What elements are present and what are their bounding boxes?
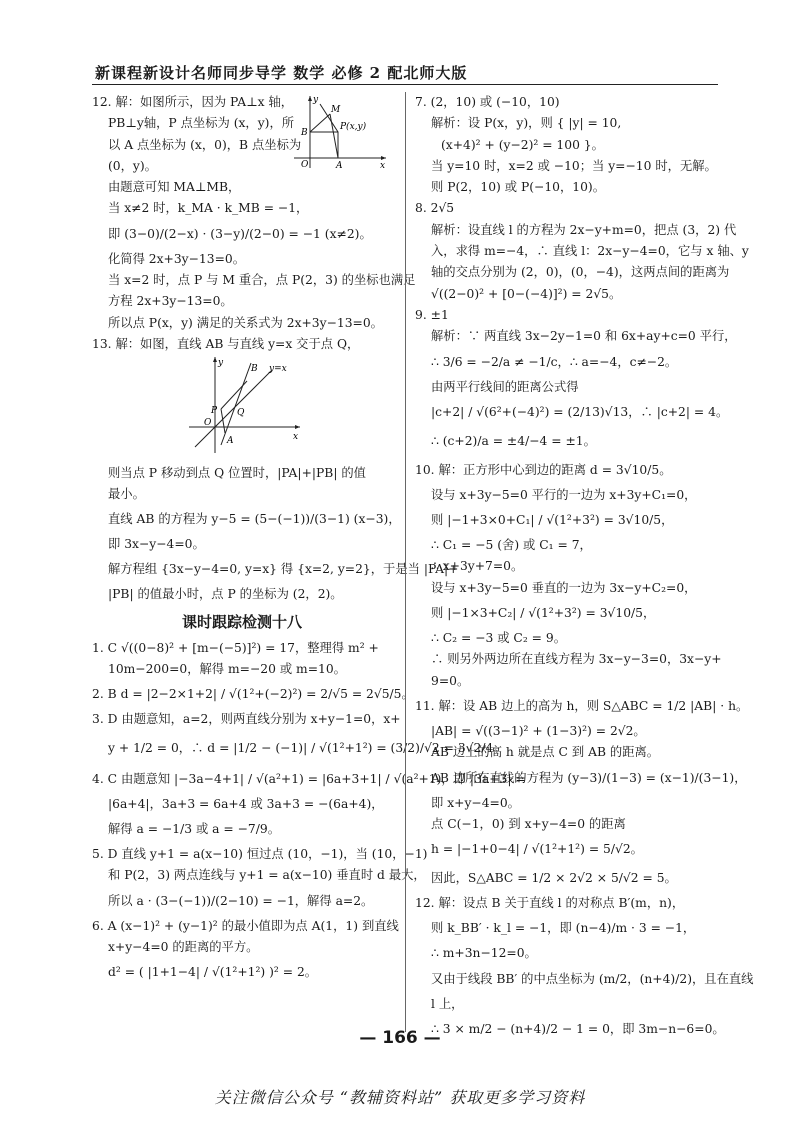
label-p: P [211, 406, 218, 417]
answer-line: h = |−1+0−4| / √(1²+1²) = 5/√2。 [431, 842, 643, 857]
column-divider [405, 92, 406, 1032]
label-m: M [331, 105, 341, 115]
answer-line: ∴ 3 × m/2 − (n+4)/2 − 1 = 0，即 3m−n−6=0。 [431, 1022, 725, 1037]
answer-line: 4. C 由题意知 |−3a−4+1| / √(a²+1) = |6a+3+1| / √(a²+1)，即 |3a+3| = [92, 771, 526, 786]
answer-line: y + 1/2 = 0，∴ d = |1/2 − (−1)| / √(1²+1²) = (3/2)/√2 = 3√2/4。 [108, 740, 506, 755]
answer-line: 又由于线段 BB′ 的中点坐标为 (m/2，(n+4)/2)，且在直线 [431, 971, 754, 986]
text-line: |PB| 的值最小时，点 P 的坐标为 (2，2)。 [108, 587, 343, 602]
answer-line: |6a+4|，3a+3 = 6a+4 或 3a+3 = −(6a+4)， [108, 796, 384, 811]
answer-line: 7. (2，10) 或 (−10，10) [415, 95, 560, 109]
answer-line: 即 x+y−4=0。 [431, 795, 520, 810]
answer-line: 2. B d = |2−2×1+2| / √(1²+(−2)²) = 2/√5 = 2√5/5。 [92, 687, 414, 702]
answer-line: AB 边所在直线的方程为 (y−3)/(1−3) = (x−1)/(3−1)， [431, 770, 747, 785]
text-line: 解方程组 {3x−y−4=0, y=x} 得 {x=2, y=2}，于是当 |PA|+ [108, 562, 459, 577]
text-line: 直线 AB 的方程为 y−5 = (5−(−1))/(3−1) (x−3)， [108, 512, 401, 527]
answer-line: 解析：设 P(x，y)，则 { |y| = 10, [431, 116, 622, 131]
right-column [415, 92, 754, 1044]
label-o: O [204, 418, 212, 429]
text-line: 最小。 [108, 486, 145, 501]
text-line: 由题意可知 MA⊥MB， [108, 180, 241, 195]
label-y-equals-x: y=x [269, 364, 287, 375]
text-line: 化简得 2x+3y−13=0。 [108, 251, 246, 266]
answer-line: 则 P(2，10) 或 P(−10，10)。 [431, 180, 606, 195]
answer-line: 解得 a = −1/3 或 a = −7/9。 [108, 821, 281, 836]
answer-line: 9. ±1 [415, 307, 449, 322]
answer-line: d² = ( |1+1−4| / √(1²+1²) )² = 2。 [108, 965, 318, 980]
answer-line: 9=0。 [431, 673, 470, 688]
answer-line: 3. D 由题意知，a=2，则两直线分别为 x+y−1=0，x+ [92, 712, 401, 727]
answer-line: 10m−200=0，解得 m=−20 或 m=10。 [108, 662, 346, 677]
answer-line: x+y−4=0 的距离的平方。 [108, 939, 259, 954]
answer-line: 当 y=10 时，x=2 或 −10；当 y=−10 时，无解。 [431, 158, 717, 173]
page-header: 新课程新设计名师同步导学 数学 必修 2 配北师大版 [95, 64, 468, 82]
answer-line: l 上， [431, 996, 464, 1011]
answer-line: 则 |−1+3×0+C₁| / √(1²+3²) = 3√10/5， [431, 513, 674, 528]
answer-line: 5. D 直线 y+1 = a(x−10) 恒过点 (10，−1)，当 (10，−1) [92, 846, 428, 861]
label-q: Q [237, 408, 245, 419]
answer-line: ∴ (c+2)/a = ±4/−4 = ±1。 [431, 433, 596, 448]
answer-line: 设与 x+3y−5=0 平行的一边为 x+3y+C₁=0， [431, 487, 697, 502]
answer-line: 11. 解：设 AB 边上的高为 h，则 S△ABC = 1/2 |AB| · h。 [415, 698, 749, 713]
answer-line: 由两平行线间的距离公式得 [431, 379, 579, 394]
label-a: A [227, 436, 234, 447]
answer-line: ∴ x+3y+7=0。 [431, 559, 524, 574]
text-line: 即 (3−0)/(2−x) · (3−y)/(2−0) = −1 (x≠2)。 [108, 226, 372, 241]
answer-line: 因此，S△ABC = 1/2 × 2√2 × 5/√2 = 5。 [431, 871, 677, 886]
label-p: P(x,y) [340, 122, 367, 132]
answer-line: 设与 x+3y−5=0 垂直的一边为 3x−y+C₂=0， [431, 580, 697, 595]
answer-line: AB 边上的高 h 就是点 C 到 AB 的距离。 [431, 745, 660, 760]
label-y: y [313, 95, 319, 105]
text-line: PB⊥y轴，P 点坐标为 (x，y)，所 [108, 116, 295, 131]
answer-line: 6. A (x−1)² + (y−1)² 的最小值即为点 A(1，1) 到直线 [92, 918, 399, 933]
label-y: y [218, 358, 224, 369]
answer-line: |c+2| / √(6²+(−4)²) = (2/13)√13，∴ |c+2| = 4。 [431, 404, 729, 419]
text-line: 以 A 点坐标为 (x，0)，B 点坐标为 [108, 137, 302, 152]
problem-13-figure [187, 355, 302, 455]
header-rule [92, 84, 718, 85]
text-line: 13. 解：如图，直线 AB 与直线 y=x 交于点 Q， [92, 336, 360, 351]
answer-line: 12. 解：设点 B 关于直线 l 的对称点 B′(m，n)， [415, 896, 685, 911]
answer-line: 8. 2√5 [415, 201, 455, 216]
answer-line: ∴ C₁ = −5 (舍) 或 C₁ = 7， [431, 538, 592, 553]
text-line: 则当点 P 移动到点 Q 位置时，|PA|+|PB| 的值 [108, 465, 366, 480]
section-title: 课时跟踪检测十八 [181, 612, 302, 631]
answer-line: 解析：设直线 l 的方程为 2x−y+m=0，把点 (3，2) 代 [431, 222, 737, 237]
answer-line: 10. 解：正方形中心到边的距离 d = 3√10/5。 [415, 462, 672, 477]
text-line: 方程 2x+3y−13=0。 [108, 294, 233, 309]
label-b: B [301, 128, 308, 138]
text-line: 当 x=2 时，点 P 与 M 重合，点 P(2，3) 的坐标也满足 [108, 273, 416, 288]
page-number: — 166 — [359, 1028, 441, 1048]
answer-line: |AB| = √((3−1)² + (1−3)²) = 2√2。 [431, 723, 646, 738]
footer-note: 关注微信公众号 “教辅资料站” 获取更多学习资料 [214, 1088, 586, 1107]
answer-line: 点 C(−1，0) 到 x+y−4=0 的距离 [431, 816, 626, 831]
answer-line: 解析：∵ 两直线 3x−2y−1=0 和 6x+ay+c=0 平行， [431, 329, 737, 344]
answer-line: 轴的交点分别为 (2，0)，(0，−4)，这两点间的距离为 [431, 265, 730, 280]
answer-line: (x+4)² + (y−2)² = 100 }。 [441, 137, 604, 152]
answer-line: 所以 a · (3−(−1))/(2−10) = −1，解得 a=2。 [108, 893, 374, 908]
answer-line: 和 P(2，3) 两点连线与 y+1 = a(x−10) 垂直时 d 最大， [108, 868, 426, 883]
answer-line: 则 k_BB′ · k_l = −1，即 (n−4)/m · 3 = −1， [431, 921, 696, 936]
label-a: A [336, 161, 343, 171]
answer-line: ∴ m+3n−12=0。 [431, 946, 537, 961]
answer-line: 1. C √((0−8)² + [m−(−5)]²) = 17，整理得 m² + [92, 640, 379, 655]
problem-12-figure [290, 92, 390, 170]
answer-line: 入，求得 m=−4，∴ 直线 l：2x−y−4=0，它与 x 轴、y [431, 244, 749, 259]
label-x: x [380, 161, 386, 171]
text-line: 12. 解：如图所示，因为 PA⊥x 轴， [92, 95, 294, 109]
label-b: B [251, 364, 258, 375]
text-line: 当 x≠2 时，k_MA · k_MB = −1， [108, 201, 309, 216]
answer-line: √((2−0)² + [0−(−4)]²) = 2√5。 [431, 286, 622, 301]
answer-line: ∴ 则另外两边所在直线方程为 3x−y−3=0，3x−y+ [431, 652, 722, 667]
answer-line: ∴ C₂ = −3 或 C₂ = 9。 [431, 631, 567, 646]
answer-line: ∴ 3/6 = −2/a ≠ −1/c，∴ a=−4，c≠−2。 [431, 354, 678, 369]
problem-12-block [92, 92, 416, 334]
text-line: 所以点 P(x，y) 满足的关系式为 2x+3y−13=0。 [108, 315, 383, 330]
text-line: 即 3x−y−4=0。 [108, 537, 205, 552]
text-line: (0，y)。 [108, 158, 157, 173]
answer-line: 则 |−1×3+C₂| / √(1²+3²) = 3√10/5， [431, 606, 656, 621]
label-o: O [301, 160, 309, 170]
label-x: x [293, 432, 299, 443]
